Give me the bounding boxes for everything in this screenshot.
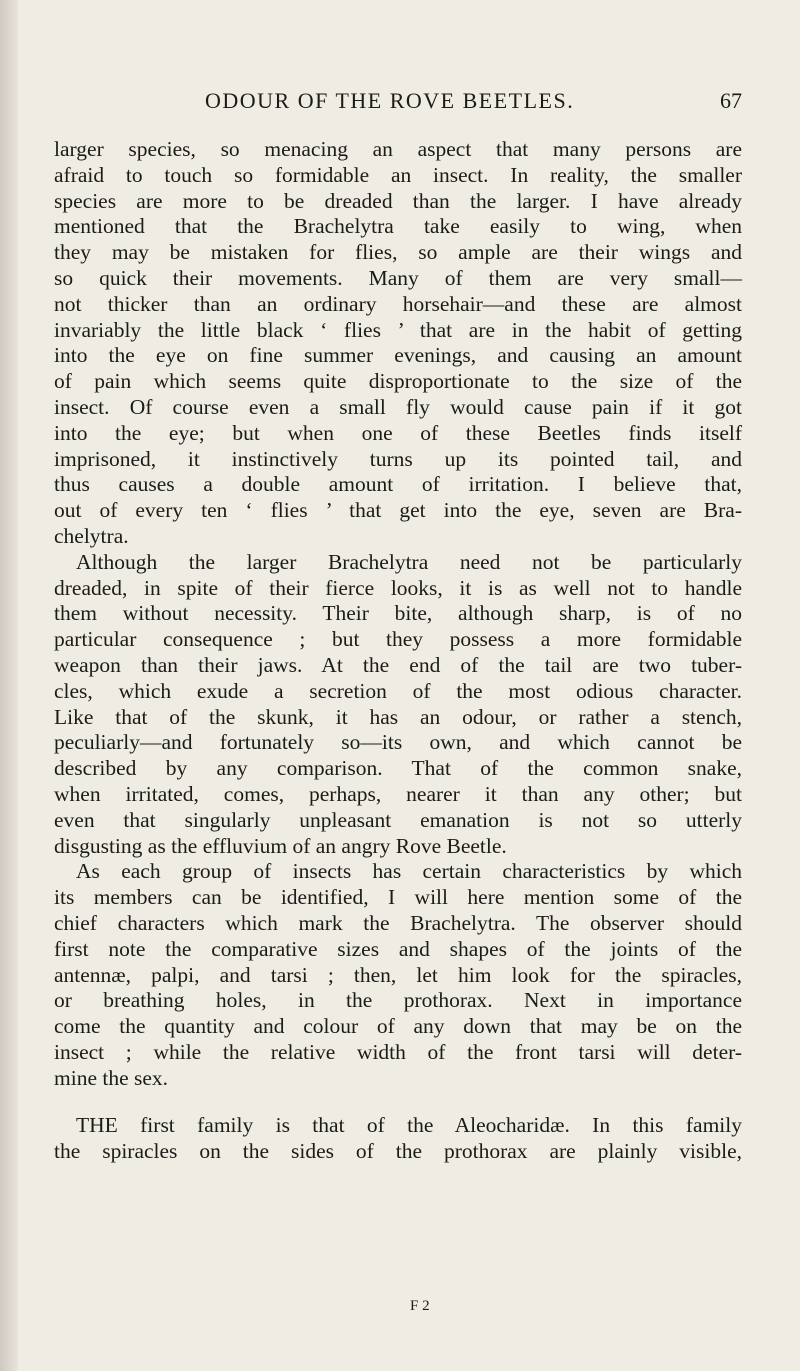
text-line: weapon than their jaws. At the end of the tail are two tuber- xyxy=(54,652,742,677)
text-line: chief characters which mark the Brachelytra. The observer should xyxy=(54,910,742,935)
text-line: of pain which seems quite disproportionate to the size of the xyxy=(54,369,742,394)
signature-mark: F 2 xyxy=(410,1298,430,1314)
text-line: Although the larger Brachelytra need not be particularly xyxy=(76,549,742,574)
text-line: first note the comparative sizes and shapes of the joints of the xyxy=(54,936,742,961)
text-line: species are more to be dreaded than the larger. I have already xyxy=(54,188,742,213)
text-line: mentioned that the Brachelytra take easily to wing, when xyxy=(54,214,742,239)
text-line: peculiarly—and fortunately so—its own, and which cannot be xyxy=(54,730,742,755)
page-header xyxy=(0,88,800,118)
paragraph xyxy=(54,137,742,550)
text-line: thus causes a double amount of irritation. I believe that, xyxy=(54,472,742,497)
page-number: 67 xyxy=(720,88,742,113)
text-line: imprisoned, it instinctively turns up its pointed tail, and xyxy=(54,446,742,471)
text-line: into the eye; but when one of these Beetles finds itself xyxy=(54,420,742,445)
page-binding-edge xyxy=(0,0,18,1371)
text-line: out of every ten ‘ flies ’ that get into the eye, seven are Bra- xyxy=(54,498,742,523)
text-line: cles, which exude a secretion of the most odious character. xyxy=(54,678,742,703)
text-line: into the eye on fine summer evenings, and causing an amount xyxy=(54,343,742,368)
text-line: described by any comparison. That of the common snake, xyxy=(54,756,742,781)
text-line: particular consequence ; but they possess a more formidable xyxy=(54,627,742,652)
running-title: ODOUR OF THE ROVE BEETLES. xyxy=(205,88,575,113)
text-line: As each group of insects has certain characteristics by which xyxy=(76,859,742,884)
text-line: dreaded, in spite of their fierce looks, it is as well not to handle xyxy=(54,575,742,600)
paragraph xyxy=(54,859,742,1091)
text-line: mine the sex. xyxy=(54,1065,169,1090)
text-line: insect. Of course even a small fly would cause pain if it got xyxy=(54,394,742,419)
page-body xyxy=(54,137,742,1165)
text-line: they may be mistaken for flies, so ample are their wings and xyxy=(54,240,742,265)
paragraph xyxy=(54,550,742,860)
paragraph xyxy=(54,1113,742,1165)
text-line: when irritated, comes, perhaps, nearer it than any other; but xyxy=(54,781,742,806)
text-line: disgusting as the effluvium of an angry Rove Beetle. xyxy=(54,833,507,858)
text-line: the spiracles on the sides of the prothorax are plainly visible, xyxy=(54,1139,742,1164)
text-line: so quick their movements. Many of them are very small— xyxy=(54,265,742,290)
text-line: them without necessity. Their bite, although sharp, is of no xyxy=(54,601,742,626)
text-line: larger species, so menacing an aspect that many persons are xyxy=(54,137,742,161)
text-line: insect ; while the relative width of the front tarsi will deter- xyxy=(54,1039,742,1064)
text-line: even that singularly unpleasant emanation is not so utterly xyxy=(54,807,742,832)
text-line: invariably the little black ‘ flies ’ that are in the habit of getting xyxy=(54,317,742,342)
text-line: come the quantity and colour of any down that may be on the xyxy=(54,1014,742,1039)
text-line: antennæ, palpi, and tarsi ; then, let him look for the spiracles, xyxy=(54,962,742,987)
text-line: its members can be identified, I will here mention some of the xyxy=(54,885,742,910)
section-gap xyxy=(54,1091,742,1113)
text-line: or breathing holes, in the prothorax. Next in importance xyxy=(54,988,742,1013)
text-line: not thicker than an ordinary horsehair—and these are almost xyxy=(54,291,742,316)
text-line: chelytra. xyxy=(54,523,129,548)
text-line: afraid to touch so formidable an insect. In reality, the smaller xyxy=(54,162,742,187)
text-line: Like that of the skunk, it has an odour, or rather a stench, xyxy=(54,704,742,729)
text-line: THE first family is that of the Aleocharidæ. In this family xyxy=(76,1113,742,1138)
